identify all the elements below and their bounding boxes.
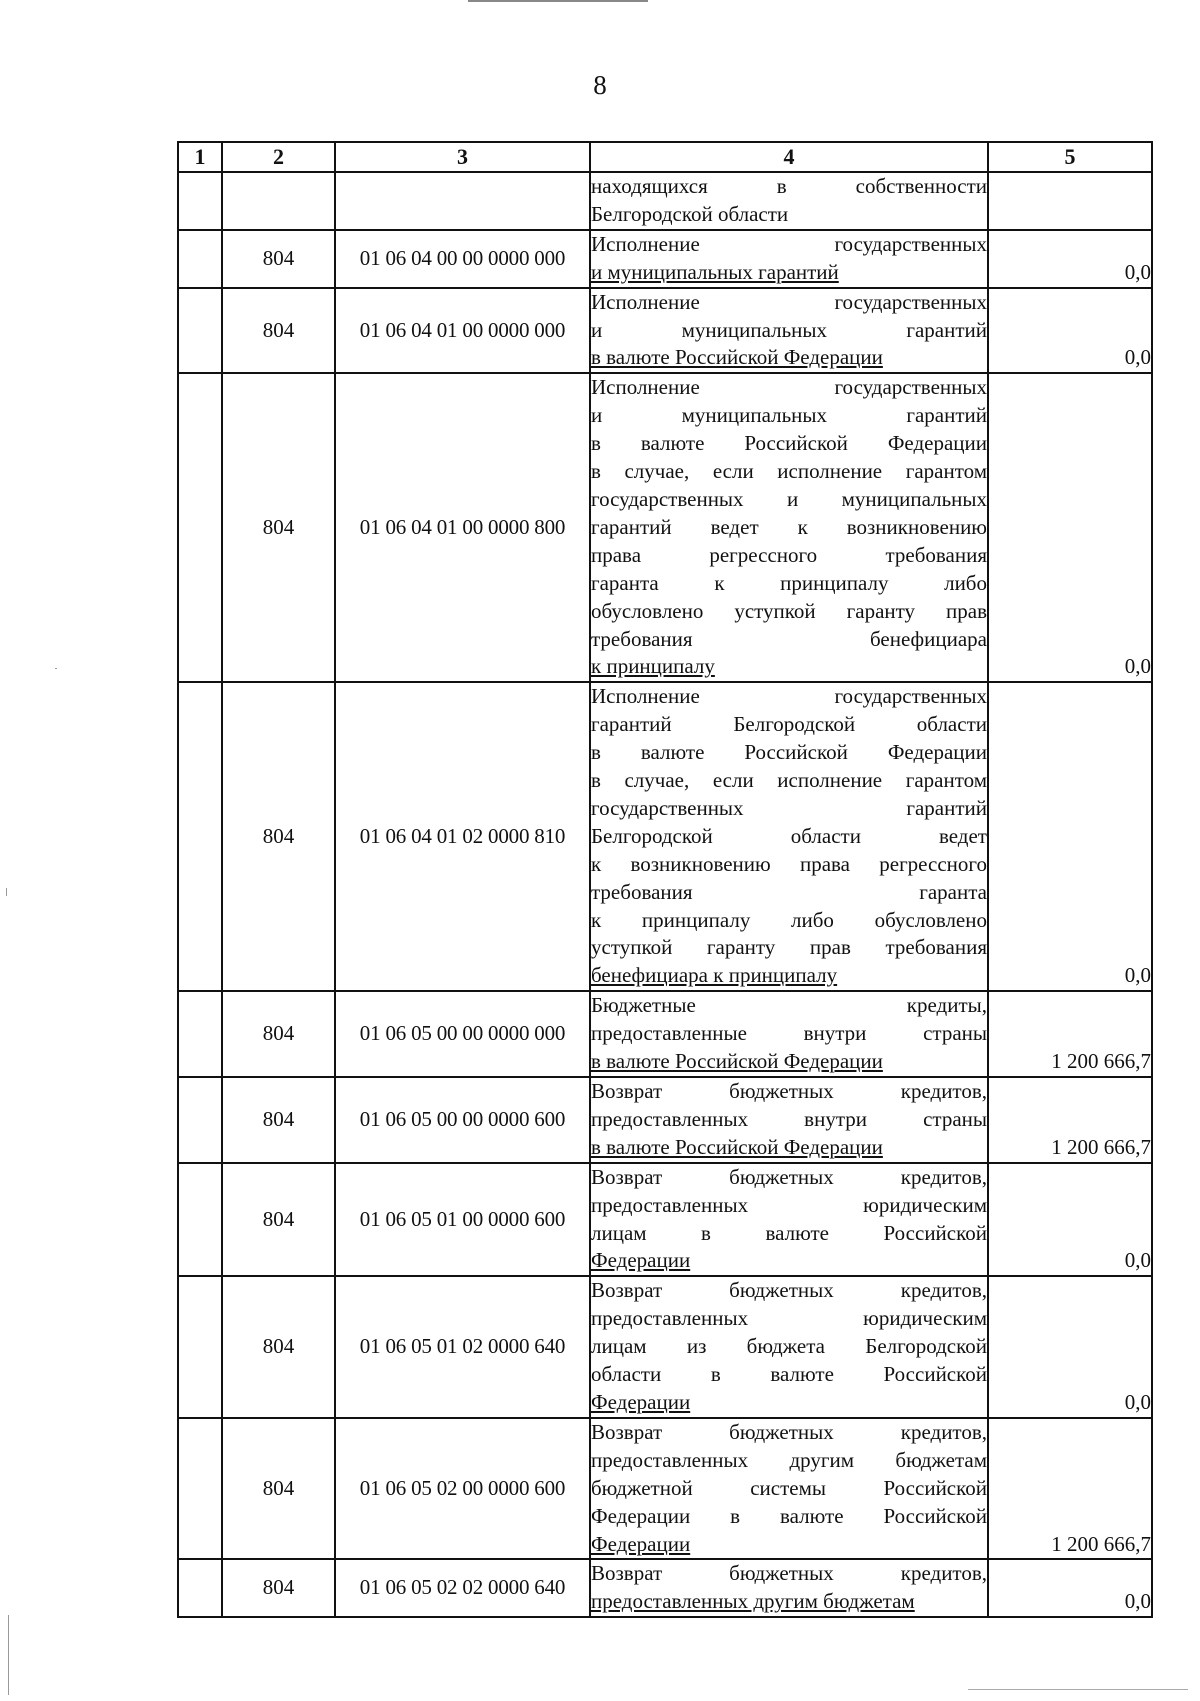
description-line: в валюте Российской Федерации <box>591 740 987 765</box>
description-line: гаранта к принципалу либо <box>591 570 987 595</box>
description-line-block <box>591 1078 987 1106</box>
description-line: Возврат бюджетных кредитов, <box>591 1561 987 1586</box>
description-line: Возврат бюджетных кредитов, <box>591 1419 987 1444</box>
description-line-block <box>591 1247 987 1275</box>
description-line: Федерации <box>591 1248 691 1273</box>
amount-cell: 1 200 666,7 <box>988 1077 1152 1163</box>
description-line-block <box>591 851 987 879</box>
admin-code-cell: 804 <box>222 230 335 288</box>
description-line: предоставленных юридическим <box>591 1306 987 1331</box>
description-cell <box>590 1077 988 1163</box>
description-line: предоставленных юридическим <box>591 1192 987 1217</box>
table-row <box>178 1163 1152 1277</box>
description-line-block <box>591 626 987 654</box>
description-line: Исполнение государственных <box>591 684 987 709</box>
description-line: права регрессного требования <box>591 542 987 567</box>
column-header-1: 1 <box>178 142 222 172</box>
table-row <box>178 682 1152 991</box>
description-line: в валюте Российской Федерации <box>591 431 987 456</box>
amount-cell <box>988 172 1152 230</box>
description-cell <box>590 172 988 230</box>
description-line-block <box>591 289 987 317</box>
table-row <box>178 288 1152 374</box>
description-line-block <box>591 430 987 458</box>
admin-code-cell: 804 <box>222 1163 335 1277</box>
description-line-block <box>591 1277 987 1305</box>
description-cell <box>590 1276 988 1418</box>
budget-code-cell: 01 06 04 01 00 0000 000 <box>335 288 590 374</box>
description-line-block <box>591 317 987 345</box>
admin-code-cell: 804 <box>222 991 335 1077</box>
row-number-cell <box>178 682 222 991</box>
description-line: Белгородской области <box>591 201 789 226</box>
budget-code-cell: 01 06 05 01 00 0000 600 <box>335 1163 590 1277</box>
description-line-block <box>591 879 987 907</box>
table-row <box>178 1276 1152 1418</box>
row-number-cell <box>178 1418 222 1560</box>
budget-code-cell: 01 06 05 02 02 0000 640 <box>335 1559 590 1617</box>
description-line: и муниципальных гарантий <box>591 317 987 342</box>
row-number-cell <box>178 1077 222 1163</box>
description-line: Исполнение государственных <box>591 375 987 400</box>
description-line-block <box>591 201 987 229</box>
budget-code-cell: 01 06 04 01 00 0000 800 <box>335 373 590 682</box>
description-line: уступкой гаранту прав требования <box>591 935 987 960</box>
description-line-block <box>591 711 987 739</box>
description-line: бюджетной системы Российской <box>591 1475 987 1500</box>
description-line-block <box>591 570 987 598</box>
description-line-block <box>591 1048 987 1076</box>
admin-code-cell <box>222 172 335 230</box>
admin-code-cell: 804 <box>222 1559 335 1617</box>
description-line: в валюте Российской Федерации <box>591 345 883 370</box>
description-line: и муниципальных гарантий <box>591 403 987 428</box>
admin-code-cell: 804 <box>222 1077 335 1163</box>
description-line: лицам из бюджета Белгородской <box>591 1334 987 1359</box>
description-line-block <box>591 1164 987 1192</box>
description-line-block <box>591 767 987 795</box>
description-line-block <box>591 374 987 402</box>
margin-mark <box>8 1615 9 1695</box>
description-line-block <box>591 907 987 935</box>
description-line: Федерации в валюте Российской <box>591 1503 987 1528</box>
description-line-block <box>591 231 987 259</box>
description-line-block <box>591 1475 987 1503</box>
description-line-block <box>591 344 987 372</box>
description-line: к принципалу либо обусловлено <box>591 907 987 932</box>
description-line-block <box>591 1419 987 1447</box>
margin-mark <box>55 668 57 669</box>
description-line-block <box>591 514 987 542</box>
description-line: Возврат бюджетных кредитов, <box>591 1164 987 1189</box>
budget-code-cell: 01 06 04 00 00 0000 000 <box>335 230 590 288</box>
amount-cell: 0,0 <box>988 288 1152 374</box>
description-line: гарантий ведет к возникновению <box>591 514 987 539</box>
description-line-block <box>591 683 987 711</box>
description-line-block <box>591 1333 987 1361</box>
top-rule <box>468 0 648 2</box>
description-line: требования гаранта <box>591 879 987 904</box>
budget-code-cell <box>335 172 590 230</box>
row-number-cell <box>178 1276 222 1418</box>
description-line-block <box>591 402 987 430</box>
admin-code-cell: 804 <box>222 288 335 374</box>
row-number-cell <box>178 991 222 1077</box>
table-row <box>178 991 1152 1077</box>
amount-cell: 0,0 <box>988 373 1152 682</box>
description-line: предоставленных другим бюджетам <box>591 1447 987 1472</box>
budget-code-cell: 01 06 05 02 00 0000 600 <box>335 1418 590 1560</box>
amount-cell: 1 200 666,7 <box>988 991 1152 1077</box>
description-line: предоставленные внутри страны <box>591 1021 987 1046</box>
description-line-block <box>591 962 987 990</box>
description-line: Бюджетные кредиты, <box>591 993 987 1018</box>
budget-code-cell: 01 06 05 01 02 0000 640 <box>335 1276 590 1418</box>
description-line-block <box>591 1220 987 1248</box>
description-line: лицам в валюте Российской <box>591 1220 987 1245</box>
description-cell <box>590 1163 988 1277</box>
column-header-5: 5 <box>988 142 1152 172</box>
description-line: обусловлено уступкой гаранту прав <box>591 598 987 623</box>
description-line: предоставленных другим бюджетам <box>591 1589 915 1614</box>
description-line: государственных и муниципальных <box>591 486 987 511</box>
bottom-rule <box>968 1689 1188 1690</box>
amount-cell: 1 200 666,7 <box>988 1418 1152 1560</box>
table-body <box>178 172 1152 1617</box>
description-line: в случае, если исполнение гарантом <box>591 459 987 484</box>
description-line-block <box>591 542 987 570</box>
description-line: и муниципальных гарантий <box>591 259 839 284</box>
budget-code-cell: 01 06 05 00 00 0000 600 <box>335 1077 590 1163</box>
description-cell <box>590 1418 988 1560</box>
description-line-block <box>591 739 987 767</box>
admin-code-cell: 804 <box>222 1418 335 1560</box>
row-number-cell <box>178 1559 222 1617</box>
description-line-block <box>591 1192 987 1220</box>
description-line: к принципалу <box>591 654 715 679</box>
description-line: Федерации <box>591 1389 691 1414</box>
row-number-cell <box>178 1163 222 1277</box>
description-cell <box>590 230 988 288</box>
column-header-2: 2 <box>222 142 335 172</box>
description-line-block <box>591 1020 987 1048</box>
admin-code-cell: 804 <box>222 682 335 991</box>
page-number: 8 <box>593 70 607 100</box>
table-row <box>178 373 1152 682</box>
description-line: Возврат бюджетных кредитов, <box>591 1079 987 1103</box>
description-line: в случае, если исполнение гарантом <box>591 768 987 793</box>
description-line: Исполнение государственных <box>591 289 987 314</box>
description-cell <box>590 682 988 991</box>
budget-table <box>177 141 1153 1618</box>
description-line-block <box>591 795 987 823</box>
description-line-block <box>591 1134 987 1162</box>
description-line: Возврат бюджетных кредитов, <box>591 1278 987 1303</box>
budget-code-cell: 01 06 05 00 00 0000 000 <box>335 991 590 1077</box>
row-number-cell <box>178 373 222 682</box>
description-line-block <box>591 1503 987 1531</box>
description-cell <box>590 288 988 374</box>
description-cell <box>590 991 988 1077</box>
table-row <box>178 1559 1152 1617</box>
description-line-block <box>591 1305 987 1333</box>
description-line: области в валюте Российской <box>591 1362 987 1387</box>
row-number-cell <box>178 172 222 230</box>
description-line: требования бенефициара <box>591 626 987 651</box>
row-number-cell <box>178 288 222 374</box>
column-header-3: 3 <box>335 142 590 172</box>
description-line-block <box>591 1560 987 1588</box>
description-line: Исполнение государственных <box>591 231 987 256</box>
table-row <box>178 1418 1152 1560</box>
description-line: государственных гарантий <box>591 795 987 820</box>
description-line-block <box>591 823 987 851</box>
description-line: гарантий Белгородской области <box>591 712 987 737</box>
header-row <box>178 142 1152 172</box>
margin-mark <box>6 888 7 896</box>
description-line-block <box>591 1531 987 1559</box>
description-line-block <box>591 598 987 626</box>
description-line: находящихся в собственности <box>591 174 987 198</box>
row-number-cell <box>178 230 222 288</box>
description-cell <box>590 373 988 682</box>
description-cell <box>590 1559 988 1617</box>
description-line-block <box>591 934 987 962</box>
description-line-block <box>591 259 987 287</box>
column-header-4: 4 <box>590 142 988 172</box>
description-line: предоставленных внутри страны <box>591 1106 987 1131</box>
description-line: к возникновению права регрессного <box>591 851 987 876</box>
table-row <box>178 172 1152 230</box>
description-line: Белгородской области ведет <box>591 823 987 848</box>
description-line-block <box>591 173 987 201</box>
amount-cell: 0,0 <box>988 1276 1152 1418</box>
table-row <box>178 1077 1152 1163</box>
description-line-block <box>591 1588 987 1616</box>
description-line: в валюте Российской Федерации <box>591 1049 883 1074</box>
description-line-block <box>591 1361 987 1389</box>
description-line-block <box>591 486 987 514</box>
description-line-block <box>591 1447 987 1475</box>
budget-code-cell: 01 06 04 01 02 0000 810 <box>335 682 590 991</box>
description-line-block <box>591 992 987 1020</box>
admin-code-cell: 804 <box>222 373 335 682</box>
amount-cell: 0,0 <box>988 230 1152 288</box>
description-line: бенефициара к принципалу <box>591 963 838 988</box>
amount-cell: 0,0 <box>988 682 1152 991</box>
description-line-block <box>591 653 987 681</box>
description-line-block <box>591 1389 987 1417</box>
admin-code-cell: 804 <box>222 1276 335 1418</box>
amount-cell: 0,0 <box>988 1163 1152 1277</box>
description-line: Федерации <box>591 1531 691 1556</box>
table-row <box>178 230 1152 288</box>
description-line-block <box>591 458 987 486</box>
description-line-block <box>591 1106 987 1134</box>
amount-cell: 0,0 <box>988 1559 1152 1617</box>
description-line: в валюте Российской Федерации <box>591 1134 883 1159</box>
